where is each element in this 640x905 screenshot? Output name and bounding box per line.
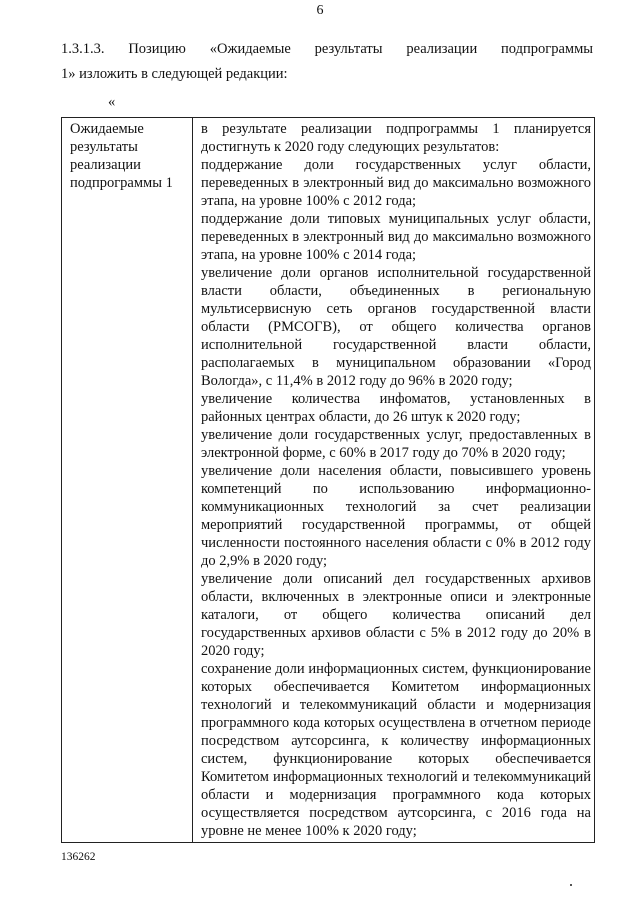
content-cell	[193, 118, 595, 843]
result-paragraph: увеличение количества инфоматов, установленных в районных центрах области, до 26 штук к 2020 году;	[201, 391, 591, 425]
intro-line-2: 1» изложить в следующей редакции:	[61, 66, 288, 82]
table-row	[62, 118, 595, 843]
result-paragraph: увеличение доли органов исполнительной государственной власти области, объединенных в региональную мультисервисную сеть органов государственной власти области (РМСОГВ), от общего количества органов исполнительной государственной власти области, располагаемых в муниципальном образовании «Город Вологда», с 11,4% в 2012 году до 96% в 2020 году;	[201, 265, 591, 389]
document-id: 136262	[61, 851, 96, 863]
intro-line-1: 1.3.1.3. Позицию «Ожидаемые результаты реализации подпрограммы	[61, 41, 593, 57]
result-paragraph: в результате реализации подпрограммы 1 планируется достигнуть к 2020 году следующих результатов:	[201, 121, 591, 155]
result-paragraph: сохранение доли информационных систем, функционирование которых обеспечивается Комитетом информационных технологий и телекоммуникаций области и модернизация программного кода которых осуществлена в отчетном периоде посредством аутсорсинга, к количеству информационных систем, функционирование которых обеспечивается Комитетом информационных технологий и телекоммуникаций области и модернизация программного кода которых осуществляется посредством аутсорсинга, с 2016 года на уровне не менее 100% к 2020 году;	[201, 661, 591, 839]
opening-quote: «	[108, 94, 116, 110]
scan-dot	[570, 884, 572, 886]
results-table	[61, 117, 595, 843]
result-paragraph: увеличение доли государственных услуг, предоставленных в электронной форме, с 60% в 2017 году до 70% в 2020 году;	[201, 427, 591, 461]
result-paragraph: увеличение доли описаний дел государственных архивов области, включенных в электронные описи и электронные каталоги, от общего количества описаний дел государственных архивов области с 5% в 2012 году до 20% в 2020 году;	[201, 571, 591, 659]
result-paragraph: увеличение доли населения области, повысившего уровень компетенций по использованию информационно-коммуникационных технологий за счет реализации мероприятий государственной программы, от общей численности постоянного населения области с 0% в 2012 году до 2,9% в 2020 году;	[201, 463, 591, 569]
page-number: 6	[316, 3, 324, 18]
result-paragraph: поддержание доли государственных услуг области, переведенных в электронный вид до максимально возможного этапа, на уровне 100% с 2012 года;	[201, 157, 591, 209]
label-cell: Ожидаемые результаты реализации подпрограммы 1	[62, 118, 193, 843]
result-paragraph: поддержание доли типовых муниципальных услуг области, переведенных в электронный вид до максимально возможного этапа, на уровне 100% с 2014 года;	[201, 211, 591, 263]
